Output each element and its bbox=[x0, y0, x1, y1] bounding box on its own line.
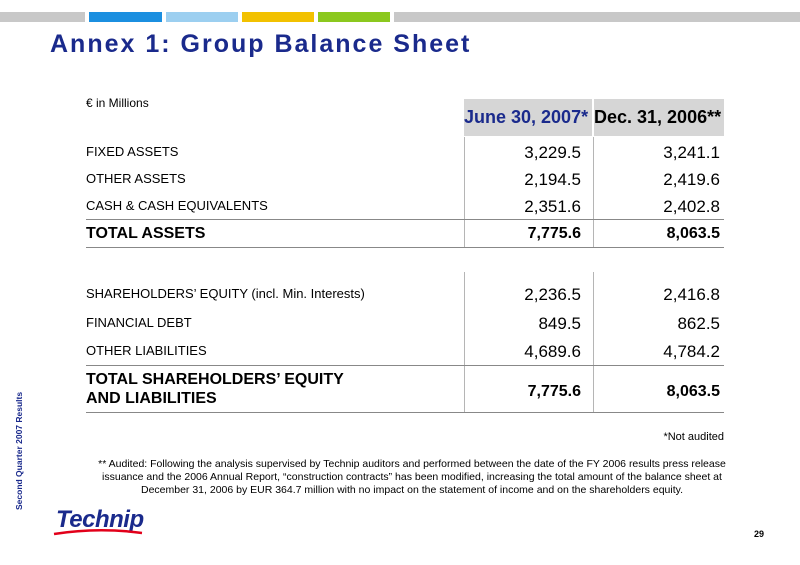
top-color-bar bbox=[0, 12, 800, 22]
units-label: € in Millions bbox=[86, 96, 149, 110]
row-label: FIXED ASSETS bbox=[86, 144, 179, 159]
total-assets-row bbox=[86, 225, 724, 245]
page-number: 29 bbox=[753, 529, 764, 539]
total-assets-dec2006: 8,063.5 bbox=[666, 225, 720, 242]
audited-footnote: ** Audited: Following the analysis supervised by Technip auditors and performed between the date of the FY 2006 results press release issuance and the 2006 Annual Report, “construction contracts” has been modified, increasing the total amount of the balance sheet at December 31, 2006 by EUR 364.7 million with no impact on the statement of income and on the shareholders equity. bbox=[98, 458, 726, 496]
row-label: CASH & CASH EQUIVALENTS bbox=[86, 198, 268, 213]
table-row bbox=[86, 143, 724, 163]
value-dec2006: 2,419.6 bbox=[663, 170, 720, 189]
row-label: FINANCIAL DEBT bbox=[86, 315, 192, 330]
row-label: OTHER ASSETS bbox=[86, 171, 186, 186]
row-label: SHAREHOLDERS’ EQUITY (incl. Min. Interests) bbox=[86, 286, 365, 301]
value-jun2007: 2,236.5 bbox=[524, 285, 581, 304]
column-header-jun2007: June 30, 2007* bbox=[464, 99, 593, 136]
bar-segment-6 bbox=[394, 12, 800, 22]
total-assets-label: TOTAL ASSETS bbox=[86, 225, 206, 242]
bar-segment-3 bbox=[166, 12, 238, 22]
table-row bbox=[86, 170, 724, 190]
table-row bbox=[86, 285, 724, 305]
table-rule bbox=[86, 219, 724, 220]
logo-swoosh-icon bbox=[52, 528, 144, 538]
table-row bbox=[86, 314, 724, 334]
bar-segment-4 bbox=[242, 12, 314, 22]
value-dec2006: 4,784.2 bbox=[663, 342, 720, 361]
column-header-dec2006: Dec. 31, 2006** bbox=[594, 99, 724, 136]
total-liabilities-label-line2: AND LIABILITIES bbox=[86, 390, 217, 407]
value-dec2006: 3,241.1 bbox=[663, 143, 720, 162]
row-label: OTHER LIABILITIES bbox=[86, 343, 207, 358]
side-caption: Second Quarter 2007 Results bbox=[14, 391, 24, 510]
total-liabilities-dec2006: 8,063.5 bbox=[666, 383, 720, 400]
table-rule bbox=[86, 247, 724, 248]
value-dec2006: 2,416.8 bbox=[663, 285, 720, 304]
technip-logo: Technip bbox=[56, 506, 144, 533]
total-liabilities-row bbox=[86, 371, 724, 411]
total-liabilities-jun2007: 7,775.6 bbox=[527, 383, 581, 400]
table-row bbox=[86, 342, 724, 362]
value-jun2007: 849.5 bbox=[538, 314, 581, 333]
value-dec2006: 2,402.8 bbox=[663, 197, 720, 216]
total-assets-jun2007: 7,775.6 bbox=[527, 225, 581, 242]
table-rule bbox=[86, 412, 724, 413]
value-jun2007: 2,351.6 bbox=[524, 197, 581, 216]
value-jun2007: 3,229.5 bbox=[524, 143, 581, 162]
table-row bbox=[86, 197, 724, 217]
total-liabilities-label-line1: TOTAL SHAREHOLDERS’ EQUITY bbox=[86, 371, 344, 388]
bar-segment-1 bbox=[0, 12, 85, 22]
table-rule bbox=[86, 365, 724, 366]
value-jun2007: 4,689.6 bbox=[524, 342, 581, 361]
not-audited-note: *Not audited bbox=[663, 431, 724, 443]
page-title: Annex 1: Group Balance Sheet bbox=[50, 30, 472, 58]
value-jun2007: 2,194.5 bbox=[524, 170, 581, 189]
bar-segment-5 bbox=[318, 12, 390, 22]
value-dec2006: 862.5 bbox=[677, 314, 720, 333]
bar-segment-2 bbox=[89, 12, 162, 22]
